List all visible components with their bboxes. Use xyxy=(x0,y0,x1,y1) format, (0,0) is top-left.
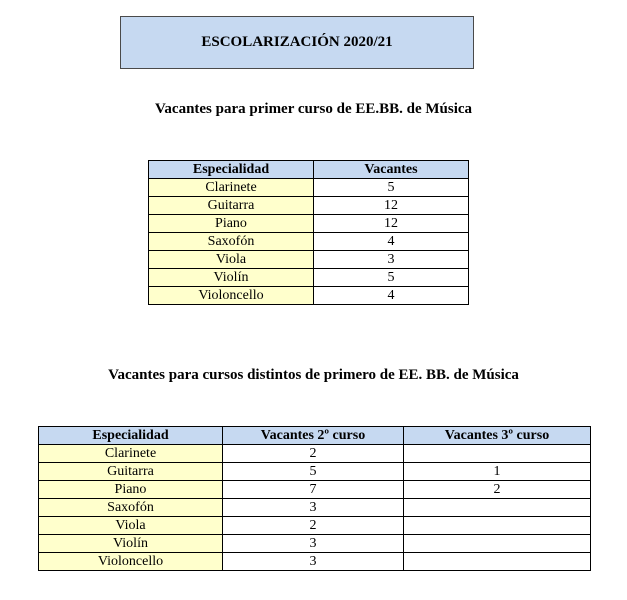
vacantes-3-cell xyxy=(404,517,591,535)
vacantes-cell: 4 xyxy=(314,233,469,251)
other-courses-table xyxy=(38,426,591,571)
vacantes-2-cell: 5 xyxy=(223,463,404,481)
table-row xyxy=(149,269,469,287)
table-row xyxy=(39,517,591,535)
column-header-vacantes-2-curso: Vacantes 2º curso xyxy=(223,427,404,445)
vacantes-cell: 4 xyxy=(314,287,469,305)
vacantes-cell: 5 xyxy=(314,269,469,287)
vacantes-cell: 5 xyxy=(314,179,469,197)
vacantes-3-cell xyxy=(404,499,591,517)
table-row xyxy=(149,179,469,197)
vacantes-3-cell xyxy=(404,445,591,463)
table-header-row xyxy=(149,161,469,179)
especialidad-cell: Guitarra xyxy=(39,463,223,481)
table-row xyxy=(39,463,591,481)
vacantes-2-cell: 7 xyxy=(223,481,404,499)
especialidad-cell: Violoncello xyxy=(149,287,314,305)
especialidad-cell: Clarinete xyxy=(39,445,223,463)
column-header-especialidad: Especialidad xyxy=(39,427,223,445)
first-course-table xyxy=(148,160,469,305)
table-row xyxy=(149,197,469,215)
column-header-vacantes-3-curso: Vacantes 3º curso xyxy=(404,427,591,445)
page-title xyxy=(120,16,474,69)
other-courses-heading: Vacantes para cursos distintos de primero de EE. BB. de Música xyxy=(108,367,519,383)
especialidad-cell: Violoncello xyxy=(39,553,223,571)
vacantes-2-cell: 2 xyxy=(223,517,404,535)
table-row xyxy=(149,287,469,305)
table-row xyxy=(149,233,469,251)
table-row xyxy=(39,499,591,517)
page-title-text: ESCOLARIZACIÓN 2020/21 xyxy=(201,34,393,50)
vacantes-2-cell: 3 xyxy=(223,499,404,517)
table-row xyxy=(149,251,469,269)
vacantes-cell: 3 xyxy=(314,251,469,269)
vacantes-cell: 12 xyxy=(314,215,469,233)
vacantes-2-cell: 3 xyxy=(223,535,404,553)
vacantes-3-cell: 1 xyxy=(404,463,591,481)
especialidad-cell: Saxofón xyxy=(39,499,223,517)
first-course-heading: Vacantes para primer curso de EE.BB. de Música xyxy=(154,101,473,117)
especialidad-cell: Saxofón xyxy=(149,233,314,251)
especialidad-cell: Violín xyxy=(39,535,223,553)
especialidad-cell: Viola xyxy=(149,251,314,269)
especialidad-cell: Guitarra xyxy=(149,197,314,215)
table-header-row xyxy=(39,427,591,445)
vacantes-3-cell xyxy=(404,535,591,553)
especialidad-cell: Piano xyxy=(39,481,223,499)
especialidad-cell: Clarinete xyxy=(149,179,314,197)
especialidad-cell: Piano xyxy=(149,215,314,233)
table-row xyxy=(149,215,469,233)
table-row xyxy=(39,481,591,499)
especialidad-cell: Violín xyxy=(149,269,314,287)
table-row xyxy=(39,445,591,463)
vacantes-cell: 12 xyxy=(314,197,469,215)
especialidad-cell: Viola xyxy=(39,517,223,535)
column-header-vacantes: Vacantes xyxy=(314,161,469,179)
vacantes-2-cell: 2 xyxy=(223,445,404,463)
vacantes-2-cell: 3 xyxy=(223,553,404,571)
vacantes-3-cell xyxy=(404,553,591,571)
vacantes-3-cell: 2 xyxy=(404,481,591,499)
table-row xyxy=(39,535,591,553)
column-header-especialidad: Especialidad xyxy=(149,161,314,179)
table-row xyxy=(39,553,591,571)
